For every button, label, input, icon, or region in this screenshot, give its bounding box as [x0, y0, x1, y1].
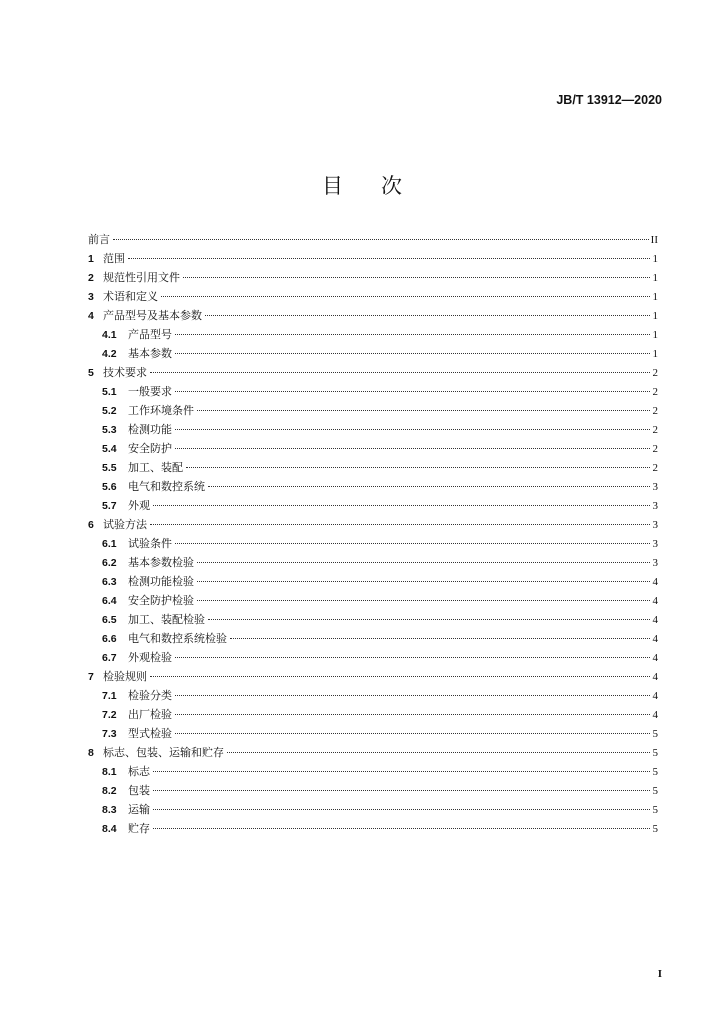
toc-entry-number: 4.2 — [102, 348, 117, 360]
toc-entry[interactable] — [88, 496, 658, 515]
toc-entry-page: 5 — [652, 804, 658, 816]
toc-leader-dots — [175, 713, 650, 715]
toc-leader-dots — [175, 333, 650, 335]
toc-leader-dots — [175, 542, 650, 544]
toc-entry-page: 5 — [652, 823, 658, 835]
toc-entry-number: 7.3 — [102, 728, 117, 740]
toc-leader-dots — [150, 371, 650, 373]
toc-entry[interactable] — [88, 249, 658, 268]
toc-entry-page: 1 — [652, 253, 658, 265]
toc-entry[interactable] — [88, 420, 658, 439]
toc-entry-title: 基本参数 — [128, 347, 172, 360]
toc-leader-dots — [175, 694, 650, 696]
toc-leader-dots — [175, 447, 650, 449]
toc-entry-title: 标志、包装、运输和贮存 — [103, 746, 224, 759]
toc-leader-dots — [153, 789, 650, 791]
toc-entry[interactable] — [88, 534, 658, 553]
toc-entry-title: 检验分类 — [128, 689, 172, 702]
toc-entry-number: 8.3 — [102, 804, 117, 816]
toc-entry[interactable] — [88, 800, 658, 819]
toc-entry-number: 2 — [88, 272, 94, 284]
toc-entry[interactable] — [88, 667, 658, 686]
toc-leader-dots — [175, 390, 650, 392]
toc-entry[interactable] — [88, 648, 658, 667]
toc-leader-dots — [175, 656, 650, 658]
toc-entry[interactable] — [88, 268, 658, 287]
page-number: I — [657, 968, 662, 980]
toc-entry-number: 7.1 — [102, 690, 117, 702]
toc-entry[interactable] — [88, 401, 658, 420]
toc-entry-title: 标志 — [128, 765, 150, 778]
toc-entry-number: 4 — [88, 310, 94, 322]
toc-leader-dots — [205, 314, 650, 316]
toc-entry-number: 8.2 — [102, 785, 117, 797]
toc-entry-number: 3 — [88, 291, 94, 303]
toc-entry-number: 5.4 — [102, 443, 117, 455]
toc-leader-dots — [183, 276, 650, 278]
toc-entry[interactable] — [88, 743, 658, 762]
toc-entry[interactable] — [88, 515, 658, 534]
toc-entry-page: 4 — [652, 690, 658, 702]
toc-entry-page: 5 — [652, 785, 658, 797]
toc-entry-page: 4 — [652, 576, 658, 588]
toc-leader-dots — [153, 504, 650, 506]
toc-entry[interactable] — [88, 781, 658, 800]
toc-entry[interactable] — [88, 344, 658, 363]
toc-entry-page: 1 — [652, 291, 658, 303]
page-title — [0, 170, 724, 200]
toc-entry-page: 1 — [652, 310, 658, 322]
toc-leader-dots — [153, 808, 650, 810]
toc-leader-dots — [150, 523, 650, 525]
toc-entry[interactable] — [88, 382, 658, 401]
toc-entry-page: 1 — [652, 348, 658, 360]
toc-entry-title: 检验规则 — [103, 670, 147, 683]
toc-entry-title: 加工、装配 — [128, 461, 183, 474]
toc-entry-number: 8.1 — [102, 766, 117, 778]
toc-entry[interactable] — [88, 762, 658, 781]
toc-entry[interactable] — [88, 458, 658, 477]
toc-entry[interactable] — [88, 306, 658, 325]
toc-entry[interactable] — [88, 363, 658, 382]
toc-entry-title: 一般要求 — [128, 385, 172, 398]
toc-entry[interactable] — [88, 230, 658, 249]
page-title-right: 次 — [381, 174, 402, 198]
toc-entry-page: 3 — [652, 481, 658, 493]
table-of-contents — [88, 230, 658, 838]
toc-entry-page: 1 — [652, 329, 658, 341]
toc-entry-title: 工作环境条件 — [128, 404, 194, 417]
toc-entry-page: 2 — [652, 462, 658, 474]
toc-entry[interactable] — [88, 591, 658, 610]
toc-leader-dots — [175, 428, 650, 430]
toc-entry-title: 基本参数检验 — [128, 556, 194, 569]
toc-leader-dots — [227, 751, 650, 753]
toc-entry-number: 5 — [88, 367, 94, 379]
toc-entry-number: 5.2 — [102, 405, 117, 417]
toc-entry-number: 7.2 — [102, 709, 117, 721]
toc-entry-title: 电气和数控系统 — [128, 480, 205, 493]
toc-entry-number: 6.5 — [102, 614, 117, 626]
toc-entry[interactable] — [88, 629, 658, 648]
toc-entry-number: 4.1 — [102, 329, 117, 341]
toc-entry-page: 5 — [652, 766, 658, 778]
toc-entry[interactable] — [88, 724, 658, 743]
toc-entry-title: 安全防护 — [128, 442, 172, 455]
toc-leader-dots — [113, 238, 649, 240]
toc-entry-title: 外观检验 — [128, 651, 172, 664]
toc-entry[interactable] — [88, 610, 658, 629]
toc-leader-dots — [197, 580, 650, 582]
toc-entry-number: 5.1 — [102, 386, 117, 398]
toc-entry-title: 规范性引用文件 — [103, 271, 180, 284]
toc-leader-dots — [197, 599, 650, 601]
toc-entry-page: 5 — [652, 728, 658, 740]
toc-entry-number: 5.5 — [102, 462, 117, 474]
toc-entry[interactable] — [88, 572, 658, 591]
toc-entry-page: 4 — [652, 709, 658, 721]
toc-entry-title: 运输 — [128, 803, 150, 816]
toc-entry[interactable] — [88, 686, 658, 705]
toc-entry-number: 5.7 — [102, 500, 117, 512]
toc-entry-title: 产品型号及基本参数 — [103, 309, 202, 322]
toc-entry-number: 6.2 — [102, 557, 117, 569]
toc-leader-dots — [208, 485, 650, 487]
toc-entry-title: 包装 — [128, 784, 150, 797]
toc-entry-number: 5.3 — [102, 424, 117, 436]
toc-entry-number: 7 — [88, 671, 94, 683]
toc-entry-page: 3 — [652, 538, 658, 550]
toc-entry[interactable] — [88, 705, 658, 724]
toc-leader-dots — [161, 295, 650, 297]
toc-entry-title: 安全防护检验 — [128, 594, 194, 607]
toc-entry-number: 6.7 — [102, 652, 117, 664]
toc-entry-page: 2 — [652, 405, 658, 417]
toc-entry-page: 4 — [652, 633, 658, 645]
toc-entry-number: 1 — [88, 253, 94, 265]
toc-entry[interactable] — [88, 287, 658, 306]
toc-entry[interactable] — [88, 553, 658, 572]
toc-entry-title: 技术要求 — [103, 366, 147, 379]
toc-entry-title: 试验方法 — [103, 518, 147, 531]
toc-entry-number: 8.4 — [102, 823, 117, 835]
page-title-left: 目 — [322, 174, 343, 198]
toc-entry-title: 型式检验 — [128, 727, 172, 740]
toc-entry-number: 6.6 — [102, 633, 117, 645]
toc-entry-title: 出厂检验 — [128, 708, 172, 721]
toc-leader-dots — [175, 352, 650, 354]
toc-entry-number: 8 — [88, 747, 94, 759]
toc-leader-dots — [150, 675, 650, 677]
toc-entry-title: 电气和数控系统检验 — [128, 632, 227, 645]
toc-leader-dots — [208, 618, 650, 620]
standard-code: JB/T 13912—2020 — [556, 93, 662, 107]
toc-entry[interactable] — [88, 325, 658, 344]
toc-leader-dots — [197, 409, 650, 411]
toc-entry-number: 6.4 — [102, 595, 117, 607]
toc-leader-dots — [153, 770, 650, 772]
toc-entry-page: 3 — [652, 500, 658, 512]
toc-entry-page: 2 — [652, 386, 658, 398]
toc-leader-dots — [175, 732, 650, 734]
toc-leader-dots — [197, 561, 650, 563]
toc-entry-page: 4 — [652, 671, 658, 683]
toc-entry-number: 5.6 — [102, 481, 117, 493]
toc-entry-page: 2 — [652, 367, 658, 379]
toc-entry-page: 4 — [652, 595, 658, 607]
toc-entry-page: II — [650, 234, 658, 246]
toc-entry-number: 6.3 — [102, 576, 117, 588]
toc-entry-page: 2 — [652, 443, 658, 455]
toc-entry-title: 检测功能检验 — [128, 575, 194, 588]
toc-entry-title: 范围 — [103, 252, 125, 265]
toc-leader-dots — [186, 466, 650, 468]
toc-entry-title: 术语和定义 — [103, 290, 158, 303]
toc-entry-page: 4 — [652, 614, 658, 626]
toc-entry-page: 1 — [652, 272, 658, 284]
toc-entry-page: 2 — [652, 424, 658, 436]
toc-entry-title: 加工、装配检验 — [128, 613, 205, 626]
toc-entry-page: 4 — [652, 652, 658, 664]
toc-entry-number: 6 — [88, 519, 94, 531]
toc-entry-number: 6.1 — [102, 538, 117, 550]
toc-entry-page: 5 — [652, 747, 658, 759]
toc-entry-title: 试验条件 — [128, 537, 172, 550]
toc-entry-page: 3 — [652, 519, 658, 531]
toc-entry-title: 前言 — [88, 233, 110, 246]
toc-leader-dots — [128, 257, 650, 259]
toc-entry[interactable] — [88, 819, 658, 838]
toc-leader-dots — [230, 637, 650, 639]
toc-entry-title: 检测功能 — [128, 423, 172, 436]
toc-entry-title: 外观 — [128, 499, 150, 512]
toc-entry-title: 贮存 — [128, 822, 150, 835]
toc-entry-title: 产品型号 — [128, 328, 172, 341]
toc-entry[interactable] — [88, 439, 658, 458]
toc-leader-dots — [153, 827, 650, 829]
toc-entry-page: 3 — [652, 557, 658, 569]
toc-entry[interactable] — [88, 477, 658, 496]
